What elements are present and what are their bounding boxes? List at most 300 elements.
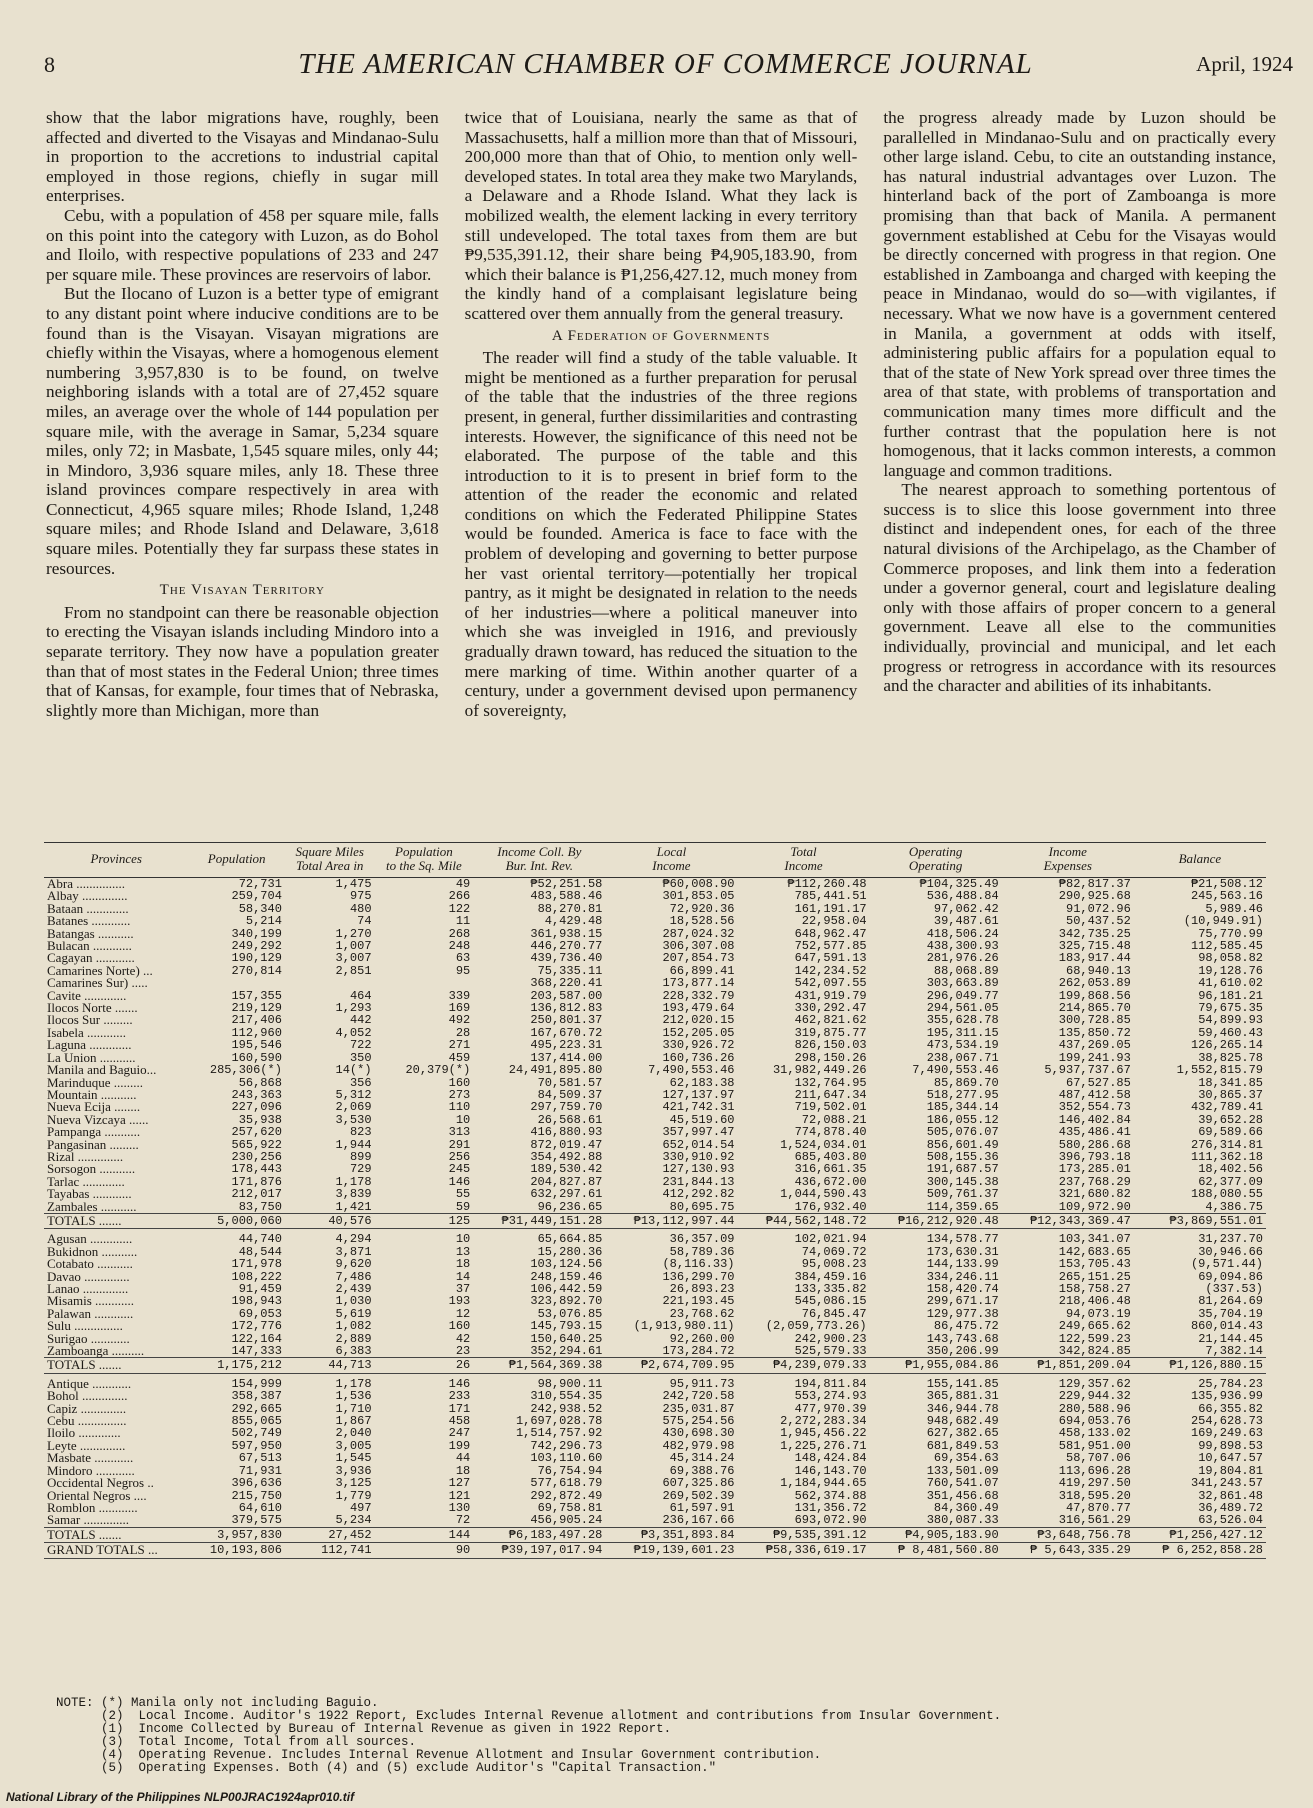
table-cell: ₱19,139,601.23: [605, 1543, 737, 1558]
province-name: Manila and Baguio...: [47, 1062, 157, 1078]
table-cell: 84,360.49: [933, 1500, 999, 1515]
table-header-row: [44, 843, 1266, 878]
table-cell: 330,926.72: [662, 1038, 735, 1053]
table-cell: 271: [448, 1038, 471, 1053]
table-cell: 146,143.70: [794, 1463, 867, 1478]
province-name: Occidental Negros ..: [47, 1475, 154, 1491]
table-row: [44, 1345, 1266, 1358]
note-line: NOTE: (*) Manila only not including Baguio.: [56, 1696, 379, 1710]
table-cell: [285, 977, 375, 989]
table-cell: 553,274.93: [794, 1389, 867, 1404]
table-cell: 229,944.32: [1058, 1389, 1131, 1404]
table-cell: 18: [455, 1257, 471, 1272]
table-cell: 195,546: [231, 1038, 282, 1053]
table-cell: 438,300.93: [926, 939, 999, 954]
table-cell: 18,402.56: [1198, 1162, 1263, 1177]
table-cell: 249,665.62: [1058, 1319, 1131, 1334]
table-cell: 195,311.15: [926, 1025, 999, 1040]
table-row: [44, 1233, 1266, 1245]
scan-footer: National Library of the Philippines NLP00JRAC1924apr010.tif: [6, 1790, 355, 1804]
table-cell: 505,076.07: [926, 1125, 999, 1140]
table-cell: 193: [448, 1294, 471, 1309]
table-cell: 37: [455, 1282, 471, 1296]
table-cell: 291: [448, 1137, 471, 1152]
table-row: [44, 1320, 1266, 1332]
table-cell: 5,234: [335, 1513, 372, 1528]
province-name: La Union ...........: [47, 1049, 136, 1065]
article-column-3: [883, 108, 1276, 836]
table-cell: 287,024.32: [662, 926, 735, 941]
table-cell: 872,019.47: [530, 1137, 603, 1152]
table-cell: 346,944.78: [926, 1401, 999, 1416]
table-cell: 40,576: [285, 1213, 375, 1228]
table-cell: 39,487.61: [933, 914, 999, 929]
column-header: Income Coll. By Bur. Int. Rev.: [473, 843, 605, 878]
table-cell: 3,530: [335, 1112, 372, 1127]
table-cell: 1,082: [335, 1319, 372, 1334]
table-cell: 334,246.11: [926, 1269, 999, 1284]
table-cell: 5,989.46: [1205, 901, 1263, 916]
table-cell: (10,949.91): [1183, 914, 1263, 929]
article-paragraph: the progress already made by Luzon should be parallelled in Mindanao-Sulu and on practically every other large island. Cebu, to cite an outstanding instance, has natural industrial advantages over Luzon. The hinterland back of the port of Zamboanga is more promising than that back of Manila. A permanent government established at Cebu for the Visayas would be directly concerned with progress in that region. One established in Zamboanga and charged with keeping the peace in Mindanao, would do so—with vigilantes, if necessary. What we now have is a government centered in Manila, a government at odds with itself, administering public affairs for a population equal to that of the state of New York spread over three times the area of that state, with problems of transportation and communication many times more difficult and the further contrast that the population here is not homogenous, that it lacks common interests, a common language and common traditions.: [883, 108, 1277, 480]
table-cell: 298,150.26: [794, 1050, 867, 1065]
table-cell: 442: [349, 1013, 372, 1028]
table-cell: ₱1,955,084.86: [870, 1358, 1002, 1373]
table-cell: 129,977.38: [926, 1306, 999, 1321]
table-cell: 456,905.24: [530, 1513, 603, 1528]
table-cell: 1,270: [335, 926, 372, 941]
table-cell: 437,269.05: [1058, 1038, 1131, 1053]
table-cell: 581,951.00: [1058, 1438, 1131, 1453]
table-cell: 18: [455, 1463, 471, 1478]
table-cell: 160,736.26: [662, 1050, 735, 1065]
table-cell: 28: [455, 1025, 471, 1040]
table-cell: 316,661.35: [794, 1162, 867, 1177]
page-number: 8: [44, 52, 55, 77]
table-cell: 76,845.47: [801, 1306, 867, 1321]
table-cell: 103,124.56: [530, 1257, 603, 1272]
table-cell: 25,784.23: [1198, 1376, 1263, 1391]
table-row: [44, 1188, 1266, 1200]
table-cell: 146,402.84: [1058, 1112, 1131, 1127]
table-cell: 158,758.27: [1058, 1282, 1131, 1296]
note-line: (4) Operating Revenue. Includes Internal Revenue Allotment and Insular Government contribution.: [56, 1748, 822, 1762]
table-cell: 215,750: [231, 1488, 282, 1503]
table-cell: 418,506.24: [926, 926, 999, 941]
table-cell: ₱4,905,183.90: [870, 1527, 1002, 1542]
table-cell: 167,670.72: [530, 1025, 603, 1040]
table-cell: 3,125: [335, 1476, 372, 1491]
table-cell: 458,133.02: [1058, 1426, 1131, 1441]
table-cell: [188, 977, 284, 989]
province-name: Batangas ...........: [47, 925, 134, 941]
table-cell: 18,341.85: [1198, 1075, 1263, 1090]
table-row: [44, 1452, 1266, 1464]
table-cell: 150,640.25: [530, 1331, 603, 1346]
table-cell: 396,793.18: [1058, 1149, 1131, 1164]
table-cell: 92,260.00: [669, 1331, 735, 1346]
table-cell: 1,007: [335, 939, 372, 954]
column-header: Population to the Sq. Mile: [375, 843, 474, 878]
table-cell: 292,665: [231, 1401, 282, 1416]
table-cell: 188,080.55: [1190, 1187, 1263, 1202]
table-cell: 160,590: [231, 1050, 282, 1065]
table-cell: 285,306(*): [209, 1063, 282, 1078]
table-cell: 10: [455, 1232, 471, 1247]
province-name: Masbate ............: [47, 1450, 134, 1466]
province-name: Pampanga ...........: [47, 1124, 141, 1140]
table-cell: 31,982,449.26: [772, 1063, 867, 1078]
table-cell: 72,088.21: [801, 1112, 867, 1127]
table-cell: 204,827.87: [530, 1174, 603, 1189]
table-cell: 247: [448, 1426, 471, 1441]
table-cell: 248: [448, 939, 471, 954]
table-cell: 95: [455, 963, 471, 978]
table-cell: 297,759.70: [530, 1100, 603, 1115]
table-cell: 58,340: [238, 901, 282, 916]
table-cell: 160: [448, 1075, 471, 1090]
article-column-2: [465, 108, 858, 836]
table-cell: 44,713: [285, 1358, 375, 1373]
table-cell: 147,333: [231, 1344, 282, 1359]
table-cell: 5,937,737.67: [1044, 1063, 1131, 1078]
table-cell: 9,620: [335, 1257, 372, 1272]
note-line: (3) Total Income, Total from all sources.: [56, 1735, 417, 1749]
table-cell: 492: [448, 1013, 471, 1028]
table-cell: ₱6,183,497.28: [473, 1527, 605, 1542]
province-name: Nueva Ecija ........: [47, 1099, 141, 1115]
table-cell: 365,881.31: [926, 1389, 999, 1404]
province-name: Lanao ..............: [47, 1281, 129, 1296]
table-cell: 310,554.35: [530, 1389, 603, 1404]
table-cell: 22,958.04: [801, 914, 867, 929]
table-cell: 627,382.65: [926, 1426, 999, 1441]
issue-date: April, 1924: [1196, 52, 1293, 76]
table-cell: 1,697,028.78: [515, 1414, 603, 1429]
table-cell: 4,294: [335, 1232, 372, 1247]
province-name: Camarines Norte) ...: [47, 962, 153, 978]
table-cell: 169,249.63: [1190, 1426, 1263, 1441]
table-cell: 69,094.86: [1198, 1269, 1263, 1284]
table-cell: 94,073.19: [1066, 1306, 1131, 1321]
province-name: Tarlac .............: [47, 1173, 125, 1189]
table-cell: 358,387: [231, 1389, 282, 1404]
table-cell: 273: [448, 1087, 471, 1102]
column-header: Local Income: [605, 843, 737, 878]
table-cell: 303,663.89: [926, 976, 999, 991]
table-cell: 146: [448, 1376, 471, 1391]
table-row: [44, 1126, 1266, 1138]
table-cell: ₱52,251.58: [530, 877, 603, 891]
table-cell: 648,962.47: [794, 926, 867, 941]
table-cell: 525,579.33: [794, 1344, 867, 1359]
table-cell: 248,159.46: [530, 1269, 603, 1284]
table-cell: 191,687.57: [926, 1162, 999, 1177]
article-paragraph: From no standpoint can there be reasonable objection to erecting the Visayan islands including Mindoro into a separate territory. They now have a population greater than that of most states in the Federal Union; three times that of Kansas, for example, four times that of Nebraska, slightly more than Michigan, more than: [46, 602, 439, 720]
table-cell: 536,488.84: [926, 889, 999, 904]
section-heading: The Visayan Territory: [159, 582, 325, 599]
province-name: Cagayan ............: [47, 950, 135, 966]
table-cell: 106,442.59: [530, 1282, 603, 1296]
table-cell: 5,000,060: [188, 1213, 284, 1228]
province-name: Rizal ..............: [47, 1148, 124, 1164]
table-cell: 487,412.58: [1058, 1087, 1131, 1102]
province-name: Iloilo .............: [47, 1425, 121, 1441]
table-row: [44, 1201, 1266, 1214]
province-name: Cavite .............: [47, 987, 127, 1003]
table-cell: 173,284.72: [662, 1344, 735, 1359]
table-cell: 330,292.47: [794, 1001, 867, 1016]
province-name: Surigao ............: [47, 1330, 130, 1346]
province-name: Mountain ...........: [47, 1086, 137, 1102]
table-cell: 148,424.84: [794, 1451, 867, 1466]
table-cell: 58,707.06: [1066, 1451, 1131, 1466]
table-cell: 416,880.93: [530, 1125, 603, 1140]
table-cell: 694,053.76: [1058, 1414, 1131, 1429]
table-cell: 319,875.77: [794, 1025, 867, 1040]
table-cell: 580,286.68: [1058, 1137, 1131, 1152]
table-cell: 262,053.89: [1058, 976, 1131, 991]
table-cell: 108,222: [231, 1269, 282, 1284]
table-cell: 72,920.36: [669, 901, 735, 916]
table-cell: 495,223.31: [530, 1038, 603, 1053]
table-cell: 269,502.39: [662, 1488, 735, 1503]
table-cell: 134,578.77: [926, 1232, 999, 1247]
table-cell: 146: [448, 1174, 471, 1189]
table-cell: ₱4,239,079.33: [737, 1358, 869, 1373]
table-cell: 899: [349, 1149, 372, 1164]
table-cell: 103,110.60: [530, 1451, 603, 1466]
table-cell: 178,443: [231, 1162, 282, 1177]
table-cell: 10,647.57: [1198, 1451, 1263, 1466]
table-cell: 502,749: [231, 1426, 282, 1441]
table-cell: 42: [455, 1331, 471, 1346]
table-cell: 203,587.00: [530, 988, 603, 1003]
province-name: Sulu ...............: [47, 1318, 123, 1334]
table-cell: 171: [448, 1401, 471, 1416]
table-cell: (1,913,980.11): [633, 1319, 735, 1334]
table-cell: 256: [448, 1149, 471, 1164]
table-cell: 351,456.68: [926, 1488, 999, 1503]
table-cell: 341,243.57: [1190, 1476, 1263, 1491]
table-cell: 1,225,276.71: [780, 1438, 867, 1453]
table-cell: 173,630.31: [926, 1244, 999, 1259]
table-cell: 1,178: [335, 1174, 372, 1189]
table-cell: 27,452: [285, 1527, 375, 1542]
table-cell: 59,460.43: [1198, 1025, 1263, 1040]
table-cell: 133,335.82: [794, 1282, 867, 1296]
table-row: [44, 915, 1266, 927]
province-name: Pangasinan .........: [47, 1136, 139, 1152]
table-cell: ₱9,535,391.12: [737, 1527, 869, 1542]
table-cell: 69,589.66: [1198, 1125, 1263, 1140]
table-cell: 4,386.75: [1205, 1199, 1263, 1214]
table-cell: 419,297.50: [1058, 1476, 1131, 1491]
table-cell: 44: [455, 1451, 471, 1466]
table-cell: 21,144.45: [1198, 1331, 1263, 1346]
table-cell: 3,871: [335, 1244, 372, 1259]
table-cell: 44,740: [238, 1232, 282, 1247]
table-cell: 30,946.66: [1198, 1244, 1263, 1259]
table-cell: 96,236.65: [537, 1199, 603, 1214]
table-cell: 99,898.53: [1198, 1438, 1263, 1453]
table-row: [44, 1295, 1266, 1307]
province-name: TOTALS .......: [44, 1213, 188, 1228]
table-cell: [375, 977, 474, 989]
province-name: Batanes ............: [47, 913, 131, 929]
table-cell: 19,804.81: [1198, 1463, 1263, 1478]
province-name: Capiz ..............: [47, 1400, 127, 1416]
table-row: [44, 1064, 1266, 1076]
table-cell: 480: [349, 901, 372, 916]
table-cell: 6,383: [335, 1344, 372, 1359]
province-name: Misamis ............: [47, 1293, 135, 1309]
table-cell: ₱16,212,920.48: [870, 1213, 1002, 1228]
table-cell: 211,647.34: [794, 1087, 867, 1102]
table-cell: 5,214: [245, 914, 282, 929]
table-cell: 69,388.76: [669, 1463, 735, 1478]
table-cell: 242,900.23: [794, 1331, 867, 1346]
table-cell: 597,950: [231, 1438, 282, 1453]
table-cell: 13: [455, 1244, 471, 1259]
table-cell: 249,292: [231, 939, 282, 954]
table-cell: 56,868: [238, 1075, 282, 1090]
province-name: Marinduque .........: [47, 1074, 144, 1090]
table-cell: 227,096: [231, 1100, 282, 1115]
table-cell: (2,059,773.26): [765, 1319, 867, 1334]
table-cell: 69,758.81: [537, 1500, 603, 1515]
table-cell: 26,568.61: [537, 1112, 603, 1127]
table-cell: 2,439: [335, 1282, 372, 1296]
table-cell: 1,030: [335, 1294, 372, 1309]
table-cell: 91,459: [238, 1282, 282, 1296]
table-cell: 136,299.70: [662, 1269, 735, 1284]
article-paragraph: The nearest approach to something portentous of success is to slice this loose government into three distinct and independent ones, for each of the three natural divisions of the Archipelago, as the Chamber of Commerce proposes, and link them into a federation under a governor general, court and legislature dealing only with those affairs of proper concern to a general government. Leave all else to the communities individually, provincial and municipal, and let each progress or retrogress in accordance with its resources and the character and abilities of its inhabitants.: [883, 480, 1277, 696]
table-cell: 562,374.88: [794, 1488, 867, 1503]
table-cell: 69,354.63: [933, 1451, 999, 1466]
table-cell: 49: [455, 877, 471, 891]
table-cell: 230,256: [231, 1149, 282, 1164]
table-cell: 48,544: [238, 1244, 282, 1259]
table-body: [44, 878, 1266, 1559]
table-cell: 194,811.84: [794, 1376, 867, 1391]
table-cell: 294,561.05: [926, 1001, 999, 1016]
table-cell: 91,072.96: [1066, 901, 1131, 916]
province-name: Ilocos Norte .......: [47, 1000, 138, 1016]
province-name: Cotabato ...........: [47, 1256, 133, 1272]
article-column-1: [46, 108, 439, 836]
province-name: Abra ...............: [47, 876, 125, 891]
table-cell: ₱ 5,643,335.29: [1002, 1543, 1134, 1558]
table-cell: 412,292.82: [662, 1187, 735, 1202]
table-cell: 325,715.48: [1058, 939, 1131, 954]
table-cell: 396,636: [231, 1476, 282, 1491]
table-cell: 330,910.92: [662, 1149, 735, 1164]
table-cell: 144: [375, 1527, 474, 1542]
table-cell: 35,704.19: [1198, 1306, 1263, 1321]
note-line: (5) Operating Expenses. Both (4) and (5) exclude Auditor's "Capital Transaction.": [56, 1761, 717, 1775]
table-cell: 70,581.57: [537, 1075, 603, 1090]
table-cell: 681,849.53: [926, 1438, 999, 1453]
table-cell: 45,314.24: [669, 1451, 735, 1466]
table-cell: 316,561.29: [1058, 1513, 1131, 1528]
table-cell: 361,938.15: [530, 926, 603, 941]
province-name: Zambales ...........: [47, 1198, 137, 1214]
table-cell: 50,437.52: [1066, 914, 1131, 929]
table-cell: 109,972.90: [1058, 1199, 1131, 1214]
table-cell: 66,355.82: [1198, 1401, 1263, 1416]
table-cell: 66,899.41: [669, 963, 735, 978]
table-cell: 171,978: [231, 1257, 282, 1272]
table-row: [44, 952, 1266, 964]
table-cell: 368,220.41: [530, 976, 603, 991]
table-cell: 26,893.23: [669, 1282, 735, 1296]
table-cell: 5,312: [335, 1087, 372, 1102]
table-cell: 292,872.49: [530, 1488, 603, 1503]
column-header: Income Expenses: [1002, 843, 1134, 878]
table-cell: 483,588.46: [530, 889, 603, 904]
table-cell: 431,919.79: [794, 988, 867, 1003]
table-cell: 1,514,757.92: [515, 1426, 603, 1441]
table-cell: 350,206.99: [926, 1344, 999, 1359]
table-cell: 130: [448, 1500, 471, 1515]
table-cell: 183,917.44: [1058, 951, 1131, 966]
table-cell: 355,628.78: [926, 1013, 999, 1028]
table-cell: 306,307.08: [662, 939, 735, 954]
table-cell: 1,524,034.01: [780, 1137, 867, 1152]
table-cell: 98,900.11: [537, 1376, 603, 1391]
table-cell: 83,750: [238, 1199, 282, 1214]
province-name: Albay ..............: [47, 888, 128, 904]
table-row: [44, 1039, 1266, 1051]
table-cell: 20,379(*): [405, 1063, 471, 1078]
province-name: Tayabas ............: [47, 1186, 132, 1202]
article-paragraph: twice that of Louisiana, nearly the same as that of Massachusetts, half a million more than that of Missouri, 200,000 more than that of Ohio, to mention only well-developed states. In total area they make two Marylands, a Delaware and a Rhode Island. What they lack is mobilized wealth, the element lacking in every territory still undeveloped. The total taxes from them are but ₱9,535,391.12, their share being ₱4,905,183.90, from which their balance is ₱1,256,427.12, much money from the kindly hand of a complaisant legislature being scattered over them annually from the general treasury.: [464, 108, 858, 323]
table-cell: 235,031.87: [662, 1401, 735, 1416]
table-cell: 97,062.42: [933, 901, 999, 916]
table-cell: 380,087.33: [926, 1513, 999, 1528]
table-row: [44, 1101, 1266, 1113]
table-cell: 11: [455, 914, 471, 929]
province-name: Romblon ............: [47, 1499, 138, 1515]
table-cell: ₱1,126,880.15: [1134, 1358, 1266, 1373]
table-cell: 189,530.42: [530, 1162, 603, 1177]
table-cell: ₱31,449,151.28: [473, 1213, 605, 1228]
table-cell: 245: [448, 1162, 471, 1177]
table-row: [44, 1014, 1266, 1026]
table-cell: 14(*): [335, 1063, 372, 1078]
table-cell: 318,595.20: [1058, 1488, 1131, 1503]
table-cell: 88,068.89: [933, 963, 999, 978]
table-cell: ₱60,008.90: [662, 877, 735, 891]
table-cell: 58,789.36: [669, 1244, 735, 1259]
table-cell: 350: [349, 1050, 372, 1065]
article-paragraph: But the Ilocano of Luzon is a better type of emigrant to any distant point where inducive conditions are to be found than is the Visayan. Visayan migrations are chiefly within the Visayas, where a homogenous element numbering 3,957,830 is to be found, on twelve neighboring islands with a total are of 27,452 square miles, an average over the whole of 144 population per square mile, with the average in Samar, 5,234 square miles, only 72; in Masbate, 1,545 square miles, only 44; in Mindoro, 3,936 square miles, anly 18. These three island provinces compare respectively in area with Connecticut, 4,965 square miles; Rhode Island, 1,248 square miles; and Rhode Island and Delaware, 3,618 square miles. Potentially they far surpass these states in resources.: [46, 284, 439, 578]
table-cell: 135,850.72: [1058, 1025, 1131, 1040]
table-cell: ₱3,869,551.01: [1134, 1213, 1266, 1228]
province-name: TOTALS .......: [44, 1527, 188, 1542]
table-cell: 67,527.85: [1066, 1075, 1131, 1090]
table-cell: 35,938: [238, 1112, 282, 1127]
table-cell: 719,502.01: [794, 1100, 867, 1115]
table-cell: 270,814: [231, 963, 282, 978]
table-cell: 300,145.38: [926, 1174, 999, 1189]
province-name: Bataan .............: [47, 900, 129, 916]
table-cell: 7,490,553.46: [648, 1063, 735, 1078]
table-cell: 1,944: [335, 1137, 372, 1152]
table-cell: 54,899.93: [1198, 1013, 1263, 1028]
table-cell: 68,940.13: [1066, 963, 1131, 978]
